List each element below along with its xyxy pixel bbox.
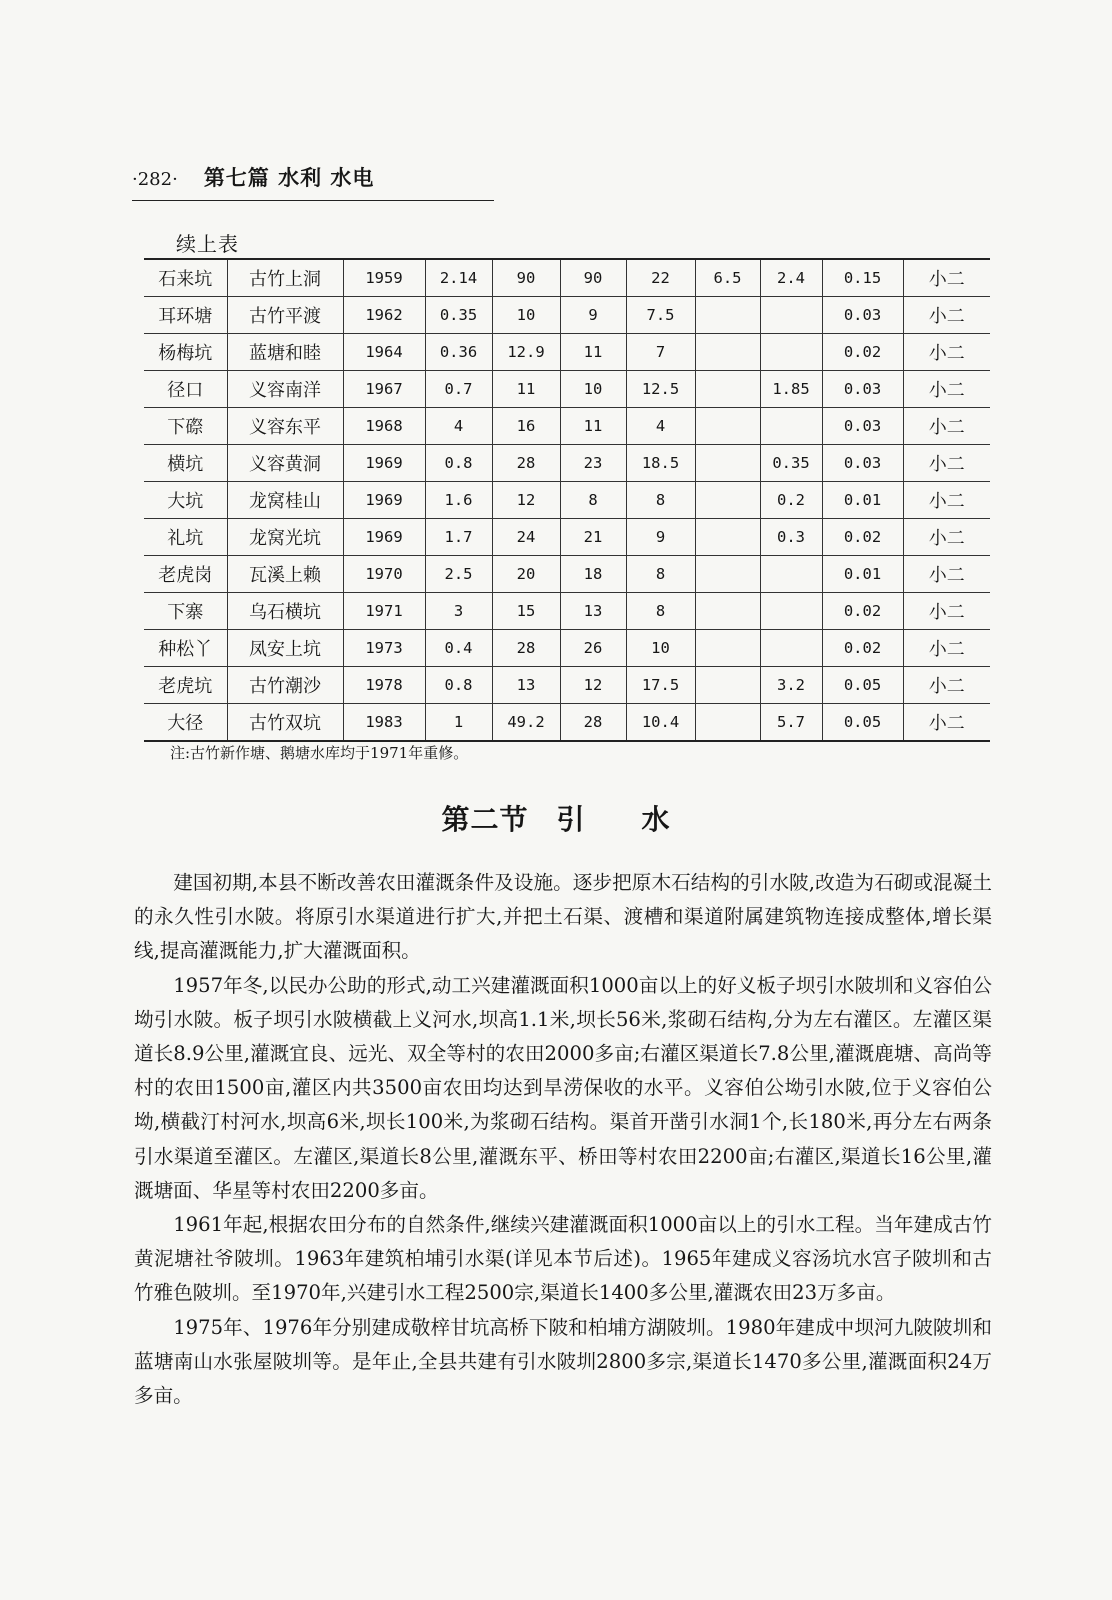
table-cell: 0.01 xyxy=(822,556,903,593)
table-cell: 0.02 xyxy=(822,593,903,630)
table-cell: 1959 xyxy=(343,259,425,297)
table-cell: 49.2 xyxy=(492,704,560,742)
table-cell: 0.7 xyxy=(425,371,492,408)
table-cell: 凤安上坑 xyxy=(227,630,343,667)
table-cell: 0.03 xyxy=(822,408,903,445)
paragraph: 1975年、1976年分别建成敬梓甘坑高桥下陂和柏埔方湖陂圳。1980年建成中坝河九陂陂圳和蓝塘南山水张屋陂圳等。是年止,全县共建有引水陂圳2800多宗,渠道长1470多公里,灌溉面积24万多亩。 xyxy=(134,1315,992,1408)
table-row xyxy=(144,482,990,519)
page-number: ·282· xyxy=(132,169,178,190)
table-row xyxy=(144,334,990,371)
table-cell: 28 xyxy=(492,445,560,482)
table-cell: 6.5 xyxy=(695,259,760,297)
table-cell: 28 xyxy=(492,630,560,667)
table-cell: 0.36 xyxy=(425,334,492,371)
table-cell: 1962 xyxy=(343,297,425,334)
reservoir-table xyxy=(144,258,990,742)
section-word-1: 引 xyxy=(556,803,586,836)
table-cell: 10 xyxy=(626,630,695,667)
table-cell xyxy=(695,445,760,482)
table-cell: 0.15 xyxy=(822,259,903,297)
table-cell: 大径 xyxy=(144,704,227,742)
table-cell: 1971 xyxy=(343,593,425,630)
table-cell: 下寨 xyxy=(144,593,227,630)
table-row xyxy=(144,556,990,593)
table-cell: 0.03 xyxy=(822,445,903,482)
table-cell: 老虎岗 xyxy=(144,556,227,593)
table-cell: 1970 xyxy=(343,556,425,593)
table-cell: 0.3 xyxy=(760,519,822,556)
table-cell: 9 xyxy=(560,297,626,334)
table-cell: 28 xyxy=(560,704,626,742)
table-cell: 1964 xyxy=(343,334,425,371)
table-cell: 乌石横坑 xyxy=(227,593,343,630)
table-cell: 1978 xyxy=(343,667,425,704)
table-cell: 24 xyxy=(492,519,560,556)
table-cell: 11 xyxy=(492,371,560,408)
table-cell: 7.5 xyxy=(626,297,695,334)
table-cell xyxy=(760,297,822,334)
section-title xyxy=(0,798,1112,838)
chapter-title: 第七篇 水利 水电 xyxy=(203,166,375,190)
table-cell: 0.03 xyxy=(822,371,903,408)
table-cell: 0.02 xyxy=(822,519,903,556)
table-cell: 小二 xyxy=(903,667,990,704)
table-cell: 横坑 xyxy=(144,445,227,482)
body-text xyxy=(134,866,992,1413)
table-cell: 小二 xyxy=(903,408,990,445)
table-cell: 18 xyxy=(560,556,626,593)
table-cell: 2.4 xyxy=(760,259,822,297)
table-cell: 0.8 xyxy=(425,445,492,482)
table-cell: 10 xyxy=(560,371,626,408)
table-cell: 90 xyxy=(560,259,626,297)
table-row xyxy=(144,630,990,667)
table-cell: 20 xyxy=(492,556,560,593)
table-row xyxy=(144,519,990,556)
table-cell: 杨梅坑 xyxy=(144,334,227,371)
table-cell: 3.2 xyxy=(760,667,822,704)
table-cell: 0.05 xyxy=(822,667,903,704)
table-row xyxy=(144,371,990,408)
table-cell: 径口 xyxy=(144,371,227,408)
table-cell: 11 xyxy=(560,334,626,371)
table-cell: 小二 xyxy=(903,297,990,334)
table-cell xyxy=(695,667,760,704)
paragraph: 1961年起,根据农田分布的自然条件,继续兴建灌溉面积1000亩以上的引水工程。当年建成古竹黄泥塘社爷陂圳。1963年建筑柏埔引水渠(详见本节后述)。1965年建成义容汤坑水宫子陂圳和古竹雅色陂圳。至1970年,兴建引水工程2500宗,渠道长1400多公里,灌溉农田23万多亩。 xyxy=(134,1213,992,1305)
table-row xyxy=(144,445,990,482)
table-cell: 小二 xyxy=(903,593,990,630)
table-cell: 0.35 xyxy=(760,445,822,482)
table-cell: 0.03 xyxy=(822,297,903,334)
table-row xyxy=(144,408,990,445)
table-cell: 1969 xyxy=(343,482,425,519)
table-cell: 种松丫 xyxy=(144,630,227,667)
table-cell: 1.7 xyxy=(425,519,492,556)
table-cell xyxy=(695,593,760,630)
table-cell xyxy=(695,297,760,334)
table-cell: 0.05 xyxy=(822,704,903,742)
table-cell: 2.5 xyxy=(425,556,492,593)
page-header xyxy=(132,162,494,201)
table-cell: 小二 xyxy=(903,334,990,371)
table-cell: 0.8 xyxy=(425,667,492,704)
table-cell: 1969 xyxy=(343,519,425,556)
table-cell: 4 xyxy=(626,408,695,445)
table-cell: 21 xyxy=(560,519,626,556)
table-cell: 2.14 xyxy=(425,259,492,297)
table-cell xyxy=(760,593,822,630)
table-cell: 耳环塘 xyxy=(144,297,227,334)
table-cell: 1 xyxy=(425,704,492,742)
table-cell: 7 xyxy=(626,334,695,371)
table-row xyxy=(144,297,990,334)
table-cell: 0.01 xyxy=(822,482,903,519)
table-row xyxy=(144,704,990,742)
table-cell: 小二 xyxy=(903,519,990,556)
paragraph: 建国初期,本县不断改善农田灌溉条件及设施。逐步把原木石结构的引水陂,改造为石砌或混凝土的永久性引水陂。将原引水渠道进行扩大,并把土石渠、渡槽和渠道附属建筑物连接成整体,增长渠线,提高灌溉能力,扩大灌溉面积。 xyxy=(134,871,992,963)
table-cell: 老虎坑 xyxy=(144,667,227,704)
table-cell: 古竹潮沙 xyxy=(227,667,343,704)
table-cell: 23 xyxy=(560,445,626,482)
table-note: 注:古竹新作塘、鹅塘水库均于1971年重修。 xyxy=(170,744,469,762)
table-cell: 1.6 xyxy=(425,482,492,519)
table-cell: 12 xyxy=(492,482,560,519)
table-cell xyxy=(760,556,822,593)
table-cell: 下磜 xyxy=(144,408,227,445)
table-cell: 13 xyxy=(560,593,626,630)
table-cell: 0.02 xyxy=(822,630,903,667)
table-cell: 小二 xyxy=(903,371,990,408)
table-cell: 龙窝光坑 xyxy=(227,519,343,556)
table-cell: 0.35 xyxy=(425,297,492,334)
table-cell xyxy=(760,334,822,371)
table-cell: 8 xyxy=(626,556,695,593)
table-cell: 1983 xyxy=(343,704,425,742)
table-cell: 10.4 xyxy=(626,704,695,742)
table-cell: 8 xyxy=(560,482,626,519)
table-cell: 古竹双坑 xyxy=(227,704,343,742)
section-word-2: 水 xyxy=(641,803,671,836)
table-cell: 小二 xyxy=(903,445,990,482)
table-cell: 1969 xyxy=(343,445,425,482)
table-body xyxy=(144,259,990,741)
table-cell: 小二 xyxy=(903,630,990,667)
table-cell: 0.4 xyxy=(425,630,492,667)
table-cell: 瓦溪上赖 xyxy=(227,556,343,593)
table-cell: 5.7 xyxy=(760,704,822,742)
table-caption: 续上表 xyxy=(176,232,239,256)
table-cell: 15 xyxy=(492,593,560,630)
section-number: 第二节 xyxy=(441,803,529,836)
table-cell: 13 xyxy=(492,667,560,704)
table-cell: 3 xyxy=(425,593,492,630)
table-cell: 古竹上洞 xyxy=(227,259,343,297)
table-cell: 16 xyxy=(492,408,560,445)
table-cell xyxy=(695,334,760,371)
table-cell: 22 xyxy=(626,259,695,297)
table-row xyxy=(144,667,990,704)
table-cell: 石来坑 xyxy=(144,259,227,297)
table-cell: 义容东平 xyxy=(227,408,343,445)
table-cell: 礼坑 xyxy=(144,519,227,556)
table-cell xyxy=(695,704,760,742)
table-cell: 小二 xyxy=(903,704,990,742)
table-cell xyxy=(760,408,822,445)
table-cell: 1973 xyxy=(343,630,425,667)
table-row xyxy=(144,259,990,297)
table-cell: 9 xyxy=(626,519,695,556)
table-cell: 义容南洋 xyxy=(227,371,343,408)
table-cell: 1.85 xyxy=(760,371,822,408)
table-cell: 4 xyxy=(425,408,492,445)
table-cell: 18.5 xyxy=(626,445,695,482)
table-cell: 小二 xyxy=(903,482,990,519)
table-cell: 1968 xyxy=(343,408,425,445)
table-cell: 12.5 xyxy=(626,371,695,408)
table-cell xyxy=(695,408,760,445)
table-cell: 12.9 xyxy=(492,334,560,371)
table-cell: 古竹平渡 xyxy=(227,297,343,334)
table-cell: 1967 xyxy=(343,371,425,408)
table-cell xyxy=(695,482,760,519)
table-cell: 龙窝桂山 xyxy=(227,482,343,519)
table-cell: 8 xyxy=(626,593,695,630)
table-cell xyxy=(695,630,760,667)
table-cell: 10 xyxy=(492,297,560,334)
table-cell: 0.02 xyxy=(822,334,903,371)
table-cell: 12 xyxy=(560,667,626,704)
table-cell: 0.2 xyxy=(760,482,822,519)
table-cell xyxy=(695,556,760,593)
table-cell: 17.5 xyxy=(626,667,695,704)
table-cell: 小二 xyxy=(903,259,990,297)
table-cell: 小二 xyxy=(903,556,990,593)
table-cell: 8 xyxy=(626,482,695,519)
table-cell xyxy=(695,519,760,556)
paragraph: 1957年冬,以民办公助的形式,动工兴建灌溉面积1000亩以上的好义板子坝引水陂圳和义容伯公坳引水陂。板子坝引水陂横截上义河水,坝高1.1米,坝长56米,浆砌石结构,分为左右灌区。左灌区渠道长8.9公里,灌溉宜良、远光、双全等村的农田2000多亩;右灌区渠道长7.8公里,灌溉鹿塘、高尚等村的农田1500亩,灌区内共3500亩农田均达到旱涝保收的水平。义容伯公坳引水陂,位于义容伯公坳,横截汀村河水,坝高6米,坝长100米,为浆砌石结构。渠首开凿引水洞1个,长180米,再分左右两条引水渠道至灌区。左灌区,渠道长8公里,灌溉东平、桥田等村农田2200亩;右灌区,渠道长16公里,灌溉塘面、华星等村农田2200多亩。 xyxy=(134,973,992,1202)
table-cell: 大坑 xyxy=(144,482,227,519)
table-cell: 90 xyxy=(492,259,560,297)
table-cell: 蓝塘和睦 xyxy=(227,334,343,371)
table-cell xyxy=(695,371,760,408)
table-cell xyxy=(760,630,822,667)
table-cell: 11 xyxy=(560,408,626,445)
table-cell: 26 xyxy=(560,630,626,667)
table-row xyxy=(144,593,990,630)
table-cell: 义容黄洞 xyxy=(227,445,343,482)
